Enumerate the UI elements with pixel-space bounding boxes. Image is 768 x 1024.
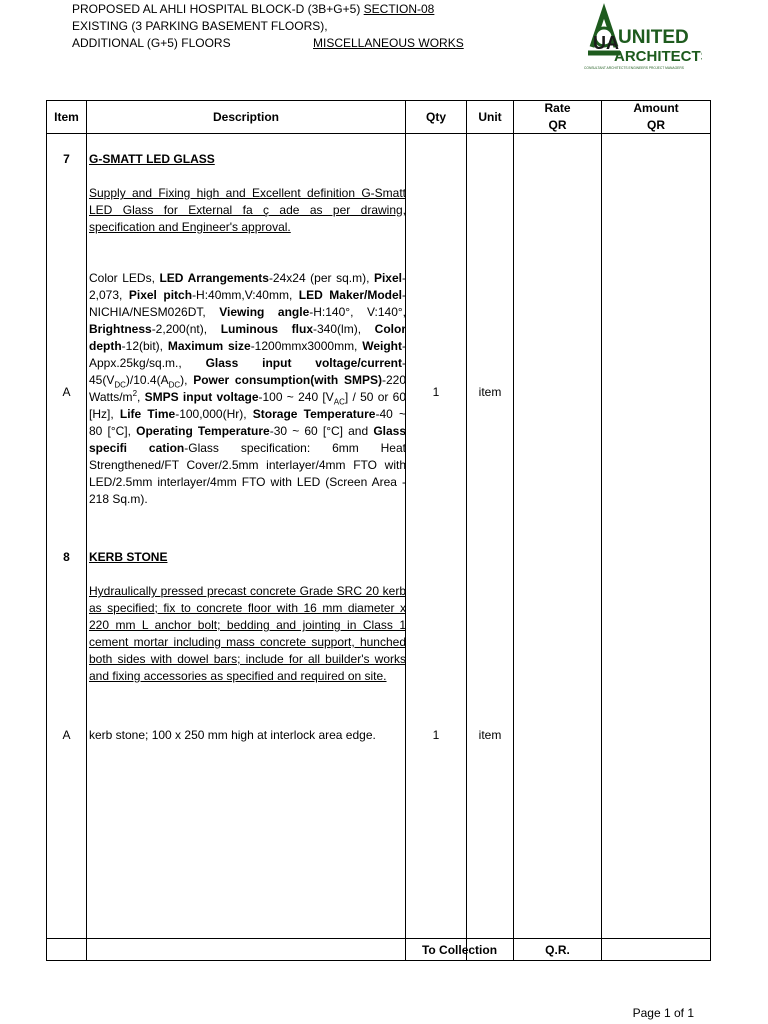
- section-label: SECTION-08: [363, 2, 435, 16]
- spec-text: -100,000(Hr),: [175, 407, 253, 421]
- item-qty: 1: [432, 385, 440, 399]
- col-header-item: Item: [54, 110, 79, 124]
- col-header-qty: Qty: [425, 110, 446, 124]
- spec-text: -NICHIA/NESM026DT,: [89, 288, 406, 319]
- spec-text: )/10.4(A: [125, 373, 169, 387]
- spec-text: -40 ~ 80 [°C],: [89, 407, 407, 438]
- collection-currency: Q.R.: [545, 943, 570, 957]
- page-number: Page 1 of 1: [632, 1006, 694, 1020]
- united-architects-logo: [582, 3, 702, 71]
- item-number: 8: [63, 550, 70, 564]
- spec-text: -H:140°, V:140°,: [309, 305, 407, 319]
- spec-text: -Glass specification: 6mm Heat Strengthened/FT Cover/2.5mm interlayer/4mm FTO with LED/2.5mm interlayer/4mm FTO with LED (Screen Area - 218 Sq.m).: [89, 441, 406, 506]
- footer-divider: [47, 938, 710, 939]
- spec-text: ] / 50 or 60 [Hz],: [89, 390, 406, 421]
- spec-text: ,: [137, 390, 145, 404]
- col-header-amount: [602, 100, 710, 134]
- spec-term: Life Time: [119, 407, 176, 421]
- item-spec: Supply and Fixing high and Excellent definition G-Smatt LED Glass for External fa ç ade as per drawing, specification and Engineer's approval.: [89, 186, 406, 234]
- amount-currency: QR: [647, 118, 665, 132]
- spec-text: DC: [168, 380, 181, 390]
- boq-table: [46, 100, 711, 961]
- item-title: G-SMATT LED GLASS: [89, 152, 215, 166]
- spec-term: Glass input voltage/current: [205, 356, 402, 370]
- spec-text: -2,073,: [89, 271, 406, 302]
- spec-term: LED Arrangements: [159, 271, 269, 285]
- spec-term: Luminous flux: [220, 322, 314, 336]
- col-divider: [466, 101, 467, 960]
- spec-text: -340(lm),: [313, 322, 375, 336]
- spec-text: AC: [333, 397, 345, 407]
- col-divider: [86, 101, 87, 960]
- col-divider: [513, 101, 514, 960]
- rate-label: Rate: [544, 101, 571, 115]
- spec-term: Viewing angle: [219, 305, 310, 319]
- spec-text: -Appx.25kg/sq.m.,: [89, 339, 406, 370]
- col-header-description: Description: [212, 110, 279, 124]
- item-detail: [89, 270, 406, 508]
- project-title: [72, 1, 434, 18]
- spec-text: Color LEDs,: [89, 271, 160, 285]
- spec-text: -2,200(nt),: [151, 322, 221, 336]
- item-unit: item: [478, 728, 502, 742]
- spec-text: ),: [180, 373, 194, 387]
- item-spec: Hydraulically pressed precast concrete Grade SRC 20 kerb as specified; fix to concrete floor with 16 mm diameter x 220 mm L anchor bolt; bedding and jointing in Class 1 cement mortar including mass concrete support, hunched both sides with dowel bars; include for all builder's works and fixing accessories as specified and required on site.: [89, 584, 406, 683]
- spec-text: -220 Watts/m: [89, 373, 406, 404]
- to-collection-label: To Collection: [421, 943, 498, 957]
- item-unit: item: [478, 385, 502, 399]
- amount-label: Amount: [633, 101, 679, 115]
- spec-term: Pixel: [373, 271, 402, 285]
- spec-text: -100 ~ 240 [V: [258, 390, 334, 404]
- spec-text: -H:40mm,V:40mm,: [192, 288, 299, 302]
- spec-term: SMPS input voltage: [144, 390, 259, 404]
- item-detail: kerb stone; 100 x 250 mm high at interlock area edge.: [89, 728, 376, 742]
- spec-term: LED Maker/Model: [298, 288, 402, 302]
- logo-text-ua: UA: [593, 33, 619, 53]
- spec-term: Weight: [362, 339, 402, 353]
- col-header-rate: [514, 100, 601, 134]
- subject-label: MISCELLANEOUS WORKS: [313, 36, 464, 50]
- spec-text: -45(V: [89, 356, 406, 387]
- spec-text: -24x24 (per sq.m),: [268, 271, 374, 285]
- sub-item-label: A: [62, 385, 71, 399]
- spec-text: -1200mmx3000mm,: [250, 339, 363, 353]
- spec-text: 2: [132, 389, 138, 398]
- sub-item-label: A: [62, 728, 71, 742]
- item-qty: 1: [432, 728, 440, 742]
- project-title-line3: ADDITIONAL (G+5) FLOORS: [72, 36, 231, 50]
- logo-text-united: UNITED: [618, 27, 689, 48]
- spec-term: Color depth: [89, 322, 407, 353]
- spec-term: Maximum size: [167, 339, 251, 353]
- spec-text: DC: [114, 380, 126, 390]
- spec-term: Glass specifi cation: [89, 424, 407, 455]
- logo-tagline: CONSULTANT ARCHITECTS ENGINEERS PROJECT MANAGERS: [584, 66, 684, 70]
- spec-term: Storage Temperature: [252, 407, 376, 421]
- col-header-unit: Unit: [478, 110, 502, 124]
- spec-term: Pixel pitch: [128, 288, 193, 302]
- project-title-line2: EXISTING (3 PARKING BASEMENT FLOORS),: [72, 19, 328, 33]
- rate-currency: QR: [548, 118, 567, 132]
- item-number: 7: [63, 152, 70, 166]
- project-title-line1: PROPOSED AL AHLI HOSPITAL BLOCK-D (3B+G+5): [72, 2, 361, 16]
- spec-text: -30 ~ 60 [°C] and: [269, 424, 374, 438]
- spec-term: Brightness: [89, 322, 152, 336]
- item-title: KERB STONE: [89, 550, 168, 564]
- logo-text-architects: ARCHITECTS: [614, 48, 702, 65]
- spec-text: -12(bit),: [121, 339, 168, 353]
- col-divider: [601, 101, 602, 960]
- spec-term: Operating Temperature: [136, 424, 270, 438]
- spec-term: Power consumption(with SMPS): [193, 373, 382, 387]
